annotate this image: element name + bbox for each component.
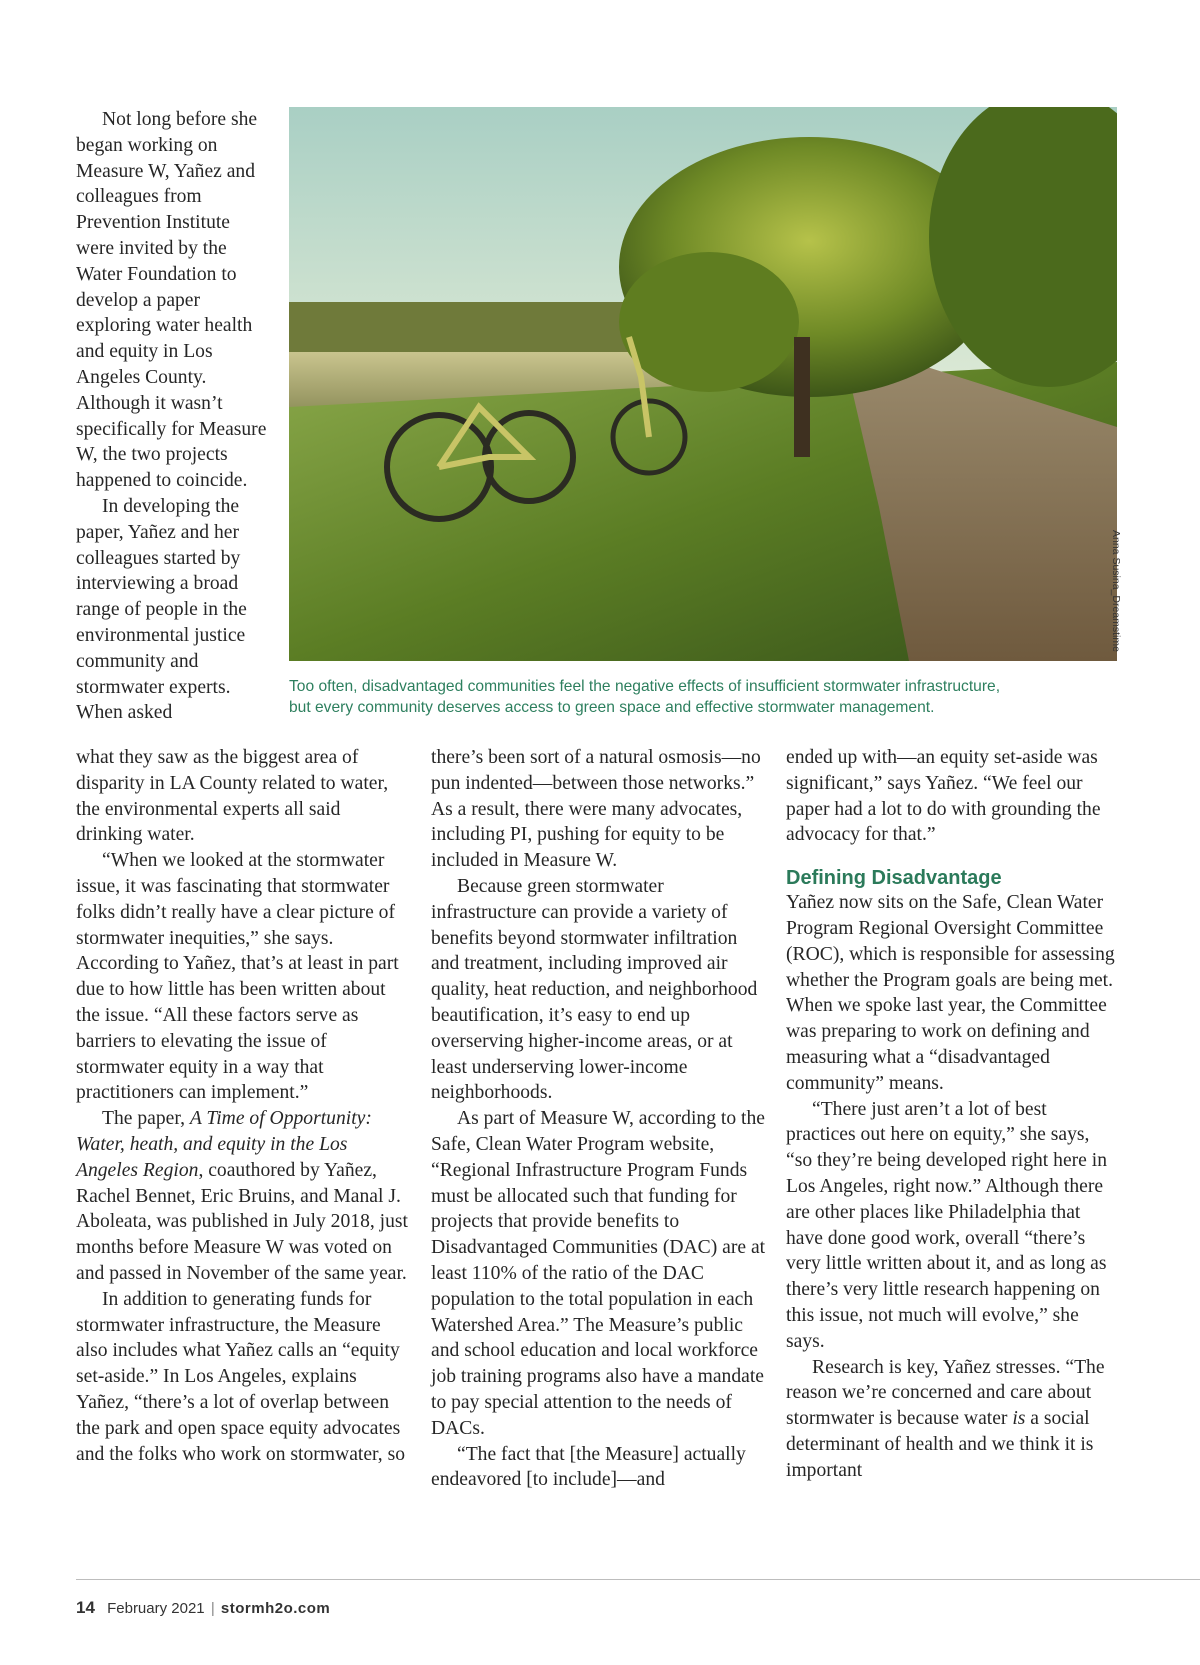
article-column-3 (786, 745, 1116, 1484)
site-url: stormh2o.com (220, 1600, 331, 1617)
photo-illustration (289, 107, 1117, 661)
paragraph-intro: Not long before she began working on Measure W, Yañez and colleagues from Prevention Institute were invited by the Water Foundation to develop a paper exploring water health and equity in Los Angeles County. Although it wasn’t specifically for Measure W, the two projects happened to coincide. (76, 109, 267, 492)
paragraph-osmosis: there’s been sort of a natural osmosis—no pun indented—between those networks.” As a result, there were many advocates, including PI, pushing for equity to be included in Measure W. (431, 747, 761, 872)
paragraph-set-aside-cont: ended up with—an equity set-aside was significant,” says Yañez. “We feel our paper had a lot to do with grounding the advocacy for that.” (786, 747, 1101, 846)
paragraph-best-practices: “There just aren’t a lot of best practices out here on equity,” she says, “so they’re being developed right here in Los Angeles, right now.” Although there are other places like Philadelphia that have done good work, overall “there’s very little written about it, and as long as there’s very little research happening on this issue, not much will evolve,” she says. (786, 1098, 1108, 1352)
research-lead: Research is key, Yañez stresses. “The reason we’re concerned and care about stormwater is because water (786, 1356, 1105, 1430)
paper-lead: The paper, (102, 1108, 190, 1130)
paragraph-developing-cont: what they saw as the biggest area of disparity in LA County related to water, the environmental experts all said drinking water. (76, 747, 389, 846)
article-column-narrow (76, 107, 272, 726)
paper-rest: , coauthored by Yañez, Rachel Bennet, Eric Bruins, and Manal J. Aboleata, was published in July 2018, just months before Measure W was voted on and passed in November of the same year. (76, 1159, 408, 1284)
footer-rule (76, 1579, 1200, 1580)
paper-title: A Time of Opportunity: Water, heath, and equity in the Los Angeles Region (76, 1108, 372, 1181)
page-footer (76, 1598, 330, 1618)
research-emphasis: is (1012, 1408, 1026, 1430)
footer-separator: | (210, 1600, 215, 1617)
paragraph-roc: Yañez now sits on the Safe, Clean Water Program Regional Oversight Committee (ROC), which is responsible for assessing whether the Program goals are being met. When we spoke last year, the Committee was preparing to work on defining and measuring what a “disadvantaged community” means. (786, 892, 1115, 1094)
subhead-defining-disadvantage: Defining Disadvantage (786, 867, 1002, 890)
paragraph-measure-w-funds: As part of Measure W, according to the Safe, Clean Water Program website, “Regional Infrastructure Program Funds must be allocated such that funding for projects that provide benefits to Disadvantaged Communities (DAC) are at least 110% of the ratio of the DAC population to the total population in each Watershed Area.” The Measure’s public and school education and local workforce job training programs also have a mandate to pay special attention to the needs of DACs. (431, 1108, 766, 1439)
photo-caption (289, 676, 1129, 718)
article-column-1 (76, 745, 411, 1467)
research-rest: a social determinant of health and we think it is important (786, 1408, 1094, 1481)
page-number: 14 (76, 1598, 95, 1617)
paragraph-equity-set-aside: In addition to generating funds for stormwater infrastructure, the Measure also includes what Yañez calls an “equity set-aside.” In Los Angeles, explains Yañez, “there’s a lot of overlap between the park and open space equity advocates and the folks who work on stormwater, so (76, 1288, 405, 1465)
paragraph-stormwater-issue: “When we looked at the stormwater issue, it was fascinating that stormwater folks didn’t really have a clear picture of stormwater inequities,” she says. According to Yañez, that’s at least in part due to how little has been written about the issue. “All these factors serve as barriers to elevating the issue of stormwater equity in a way that practitioners can implement.” (76, 850, 399, 1104)
bicycles-lakeside-photo (289, 107, 1117, 661)
paragraph-green-infrastructure: Because green stormwater infrastructure can provide a variety of benefits beyond stormwater infiltration and treatment, including improved air quality, heat reduction, and neighborhood beautification, it’s easy to end up overserving higher-income areas, or at least underserving lower-income neighborhoods. (431, 875, 758, 1104)
paragraph-the-fact: “The fact that [the Measure] actually endeavored [to include]—and (431, 1443, 746, 1491)
paragraph-research-key (786, 1355, 1116, 1484)
paragraph-developing: In developing the paper, Yañez and her colleagues started by interviewing a broad range of people in the environmental justice community and stormwater experts. When asked (76, 495, 247, 724)
photo-caption-line-2: but every community deserves access to green space and effective stormwater management. (289, 699, 935, 716)
paragraph-the-paper (76, 1106, 411, 1287)
photo-caption-line-1: Too often, disadvantaged communities feel the negative effects of insufficient stormwater infrastructure, (289, 678, 1001, 695)
article-column-2 (431, 745, 766, 1493)
issue-date: February 2021 (107, 1600, 205, 1617)
photo-credit: Anna Susina_Dreamstime (1110, 530, 1122, 652)
